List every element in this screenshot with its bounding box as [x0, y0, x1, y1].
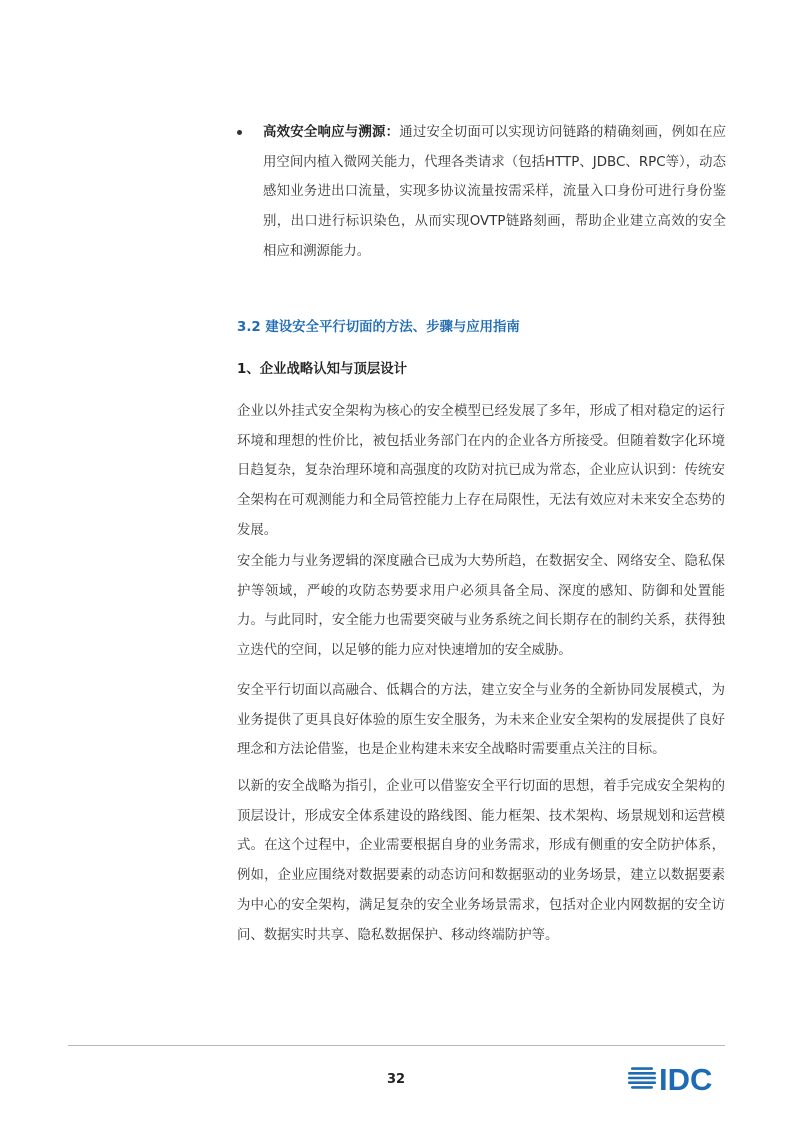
bullet-label: 高效安全响应与溯源：	[263, 125, 400, 140]
section-title: 3.2 建设安全平行切面的方法、步骤与应用指南	[237, 320, 520, 335]
bullet-dot-icon	[237, 130, 242, 135]
idc-logo-text: IDC	[659, 1062, 713, 1094]
sub-title: 1、企业战略认知与顶层设计	[237, 362, 408, 377]
paragraph-1: 企业以外挂式安全架构为核心的安全模型已经发展了多年，形成了相对稳定的运行环境和理想的性价比，被包括业务部门在内的企业各方所接受。但随着数字化环境日趋复杂，复杂治理环境和高强度的攻防对抗已成为常态，企业应认识到：传统安全架构在可观测能力和全局管控能力上存在局限性，无法有效应对未来安全态势的发展。	[237, 404, 725, 538]
idc-logo	[628, 1062, 726, 1094]
page-number: 32	[386, 1072, 406, 1087]
paragraph-4: 以新的安全战略为指引，企业可以借鉴安全平行切面的思想，着手完成安全架构的顶层设计，形成安全体系建设的路线图、能力框架、技术架构、场景规划和运营模式。在这个过程中，企业需要根据自身的业务需求，形成有侧重的安全防护体系，例如，企业应围绕对数据要素的动态访问和数据驱动的业务场景，建立以数据要素为中心的安全架构，满足复杂的安全业务场景需求，包括对企业内网数据的安全访问、数据实时共享、隐私数据保护、移动终端防护等。	[237, 779, 725, 943]
bullet-body: 通过安全切面可以实现访问链路的精确刻画，例如在应用空间内植入微网关能力，代理各类请求（包括HTTP、JDBC、RPC等），动态感知业务进出口流量，实现多协议流量按需采样，流量入口身份可进行身份鉴别，出口进行标识染色，从而实现OVTP链路刻画，帮助企业建立高效的安全相应和溯源能力。	[263, 125, 727, 259]
bullet-text	[263, 118, 726, 267]
footer-divider	[68, 1045, 725, 1046]
paragraph-3: 安全平行切面以高融合、低耦合的方法，建立安全与业务的全新协同发展模式，为业务提供了更具良好体验的原生安全服务，为未来企业安全架构的发展提供了良好理念和方法论借鉴，也是企业构建未来安全战略时需要重点关注的目标。	[237, 683, 725, 758]
paragraph-2: 安全能力与业务逻辑的深度融合已成为大势所趋，在数据安全、网络安全、隐私保护等领域，严峻的攻防态势要求用户必须具备全局、深度的感知、防御和处置能力。与此同时，安全能力也需要突破与业务系统之间长期存在的制约关系，获得独立迭代的空间，以足够的能力应对快速增加的安全威胁。	[237, 554, 725, 659]
